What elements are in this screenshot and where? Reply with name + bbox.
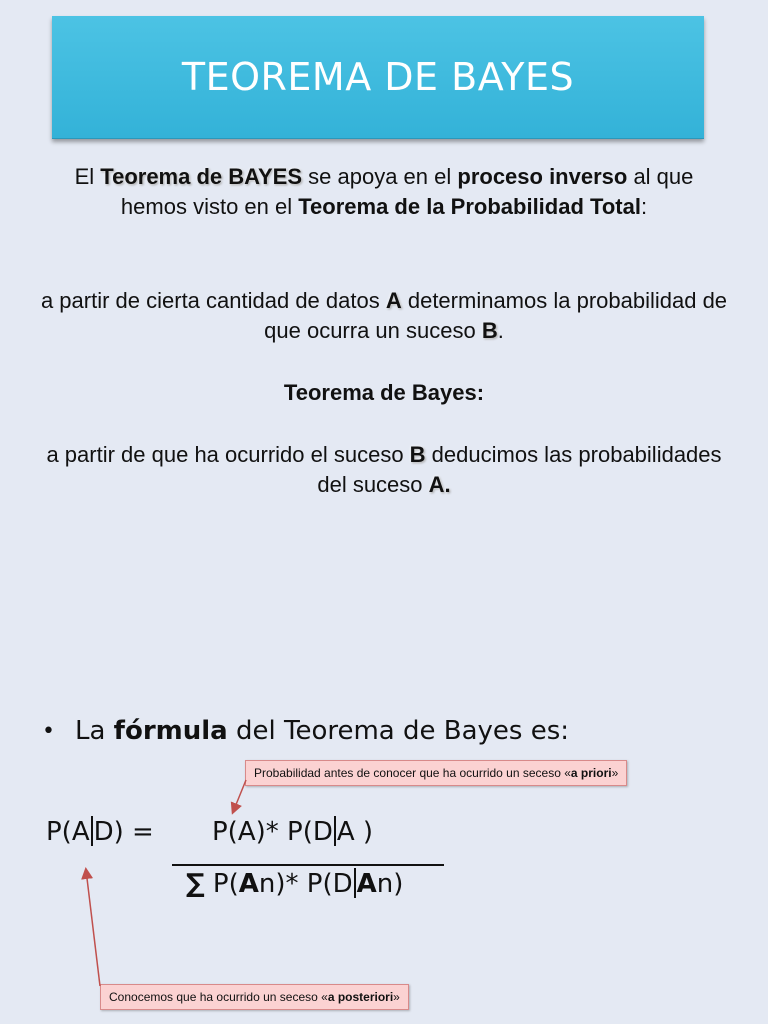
bullet-dot-icon: • — [42, 718, 55, 744]
total-probability-term: Teorema de la Probabilidad Total — [298, 194, 641, 219]
event-a-label: A. — [428, 472, 451, 497]
formula-numerator: P(A)* P(D A ) — [212, 817, 374, 847]
event-b-label: B — [481, 318, 498, 343]
formula-bullet: • La fórmula del Teorema de Bayes es: — [42, 716, 570, 746]
inverse-process-term: proceso inverso — [457, 164, 628, 189]
event-b-label: B — [409, 442, 426, 467]
page-title: TEOREMA DE BAYES — [181, 55, 575, 99]
event-a-label: A — [385, 288, 402, 313]
a-posteriori-arrow — [86, 870, 100, 986]
a-priori-callout: Probabilidad antes de conocer que ha ocurrido un seceso «a priori» — [245, 760, 627, 786]
formula-lhs: P(A D) = — [46, 817, 154, 847]
bayes-heading: Teorema de Bayes: — [283, 380, 485, 405]
intro-paragraph: El Teorema de BAYES se apoya en el proceso inverso al que hemos visto en el Teorema de la Probabilidad Total: — [74, 164, 694, 219]
forward-paragraph: a partir de cierta cantidad de datos A determinamos la probabilidad de que ocurra un suceso B. — [40, 288, 728, 343]
a-priori-arrow — [233, 780, 246, 812]
inverse-paragraph: a partir de que ha ocurrido el suceso B deducimos las probabilidades del suceso A. — [46, 442, 722, 497]
bayes-theorem-term: Teorema de BAYES — [100, 164, 303, 189]
a-posteriori-callout: Conocemos que ha ocurrido un seceso «a posteriori» — [100, 984, 409, 1010]
sigma-symbol: ∑ — [186, 869, 205, 899]
formula-denominator: ∑ P(An)* P(D An) — [186, 869, 404, 899]
